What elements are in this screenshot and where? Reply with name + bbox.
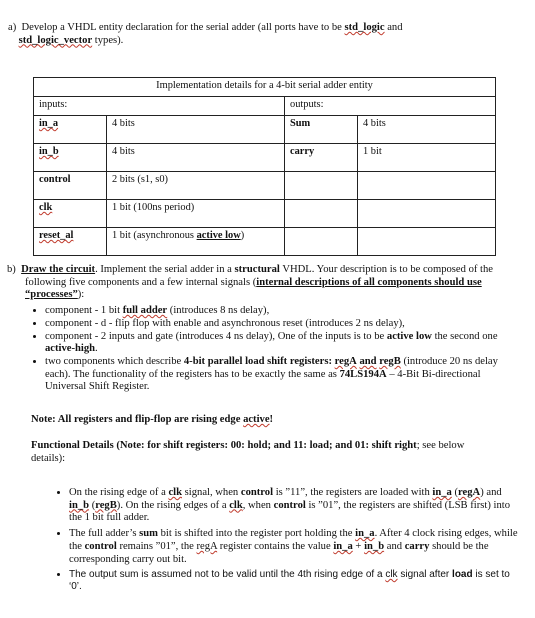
outputs-header: outputs:	[285, 97, 496, 116]
input-name: control	[39, 174, 71, 185]
inputs-header: inputs:	[34, 97, 285, 116]
list-item: • component - 1 bit full adder (introduces 8 ns delay),	[45, 305, 505, 318]
list-item: • On the rising edge of a clk signal, when control is ”11”, the registers are loaded with in_a (regA) and in_b (regB). On the rising edges of a clk, when control is ”01”, the registers are shifted (LSB first) into the 1 bit full adder.	[69, 487, 521, 525]
input-desc: 4 bits	[107, 144, 285, 172]
section-b	[7, 264, 505, 394]
input-desc: 4 bits	[107, 116, 285, 144]
input-name: clk	[39, 202, 53, 213]
table-row	[34, 116, 496, 144]
output-name: Sum	[290, 118, 311, 129]
output-name: carry	[290, 146, 315, 157]
table-row	[34, 200, 496, 228]
input-name: in_a	[39, 118, 59, 129]
input-desc: 2 bits (s1, s0)	[107, 172, 285, 200]
functional-details-heading: Functional Details (Note: for shift registers: 00: hold; and 11: load; and 01: shift right; see below details):	[31, 440, 465, 464]
table-title: Implementation details for a 4-bit serial adder entity	[34, 78, 496, 97]
list-item: • component - d - flip flop with enable and asynchronous reset (introduces 2 ns delay),	[45, 318, 505, 331]
section-b-intro: b) Draw the circuit. Implement the serial adder in a structural VHDL. Your description is to be composed of the following five components and a few internal signals (internal descriptions of all components should use “processes”):	[7, 264, 493, 301]
implementation-table	[33, 77, 496, 256]
components-list	[25, 305, 505, 394]
input-desc: 1 bit (asynchronous active low)	[107, 228, 285, 256]
list-item: • component - 2 inputs and gate (introduces 4 ns delay), One of the inputs is to be active low the second one active-high.	[45, 331, 505, 356]
input-name: in_b	[39, 146, 59, 157]
input-name: reset_al	[39, 230, 74, 241]
section-a	[8, 22, 528, 47]
note-text: Note: All registers and flip-flop are rising edge active!	[31, 414, 274, 425]
table-row	[34, 228, 496, 256]
std-logic-term: std_logic	[344, 22, 385, 33]
section-a-label: a)	[8, 22, 17, 33]
details-list	[51, 487, 521, 596]
output-desc: 1 bit	[358, 144, 496, 172]
list-item: • The full adder’s sum bit is shifted into the register port holding the in_a. After 4 clock rising edges, while the control remains ”01”, the regA register contains the value in_a + in_b and carry should be the corresponding carry out bit.	[69, 528, 521, 566]
table-row	[34, 144, 496, 172]
std-logic-vector-term: std_logic_vector	[18, 34, 93, 46]
list-item: • two components which describe 4-bit parallel load shift registers: regA and regB (introduce 20 ns delay each). The functionality of the registers has to be exactly the same as 74LS194A – 4-Bit Bi-directional Universal Shift Register.	[45, 356, 505, 394]
section-b-label: b)	[7, 264, 16, 275]
section-a-question: a) Develop a VHDL entity declaration for the serial adder (all ports have to be std_logic and std_logic_vector types).	[8, 22, 403, 46]
list-item: • The output sum is assumed not to be valid until the 4th rising edge of a clk signal after load is set to ‘0’.	[69, 569, 521, 593]
table-row	[34, 172, 496, 200]
output-desc: 4 bits	[358, 116, 496, 144]
input-desc: 1 bit (100ns period)	[107, 200, 285, 228]
